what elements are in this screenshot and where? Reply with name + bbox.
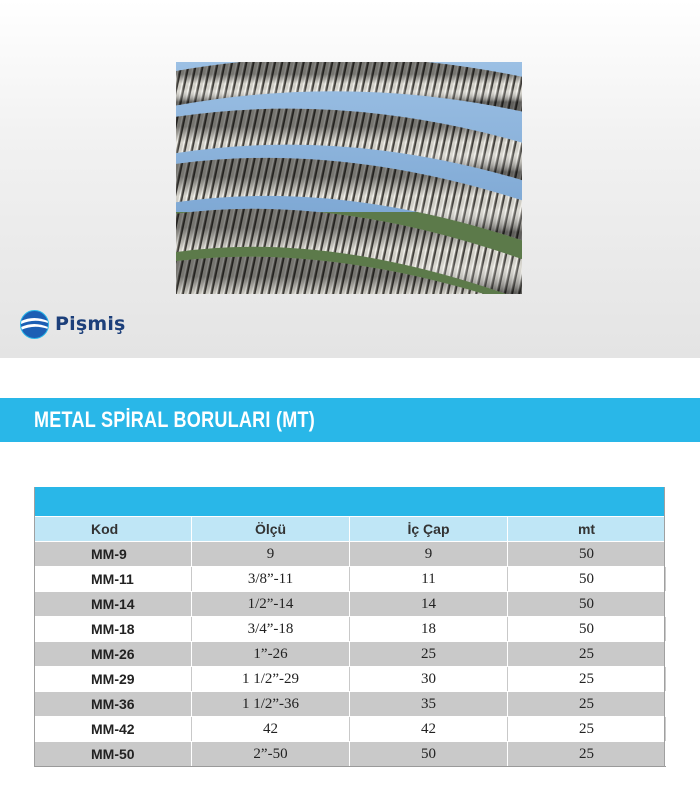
section-title: METAL SPİRAL BORULARI (MT) xyxy=(34,407,315,432)
table-row xyxy=(35,642,666,667)
cell-mt: 50 xyxy=(508,567,666,592)
cell-kod: MM-42 xyxy=(35,717,192,742)
cell-ic-cap: 9 xyxy=(350,542,508,567)
cell-ic-cap: 25 xyxy=(350,642,508,667)
spec-table xyxy=(34,516,666,767)
cell-kod: MM-9 xyxy=(35,542,192,567)
cell-olcu: 3/8”-11 xyxy=(192,567,350,592)
brand-mark-icon xyxy=(20,310,49,339)
cell-mt: 25 xyxy=(508,642,666,667)
cell-ic-cap: 18 xyxy=(350,617,508,642)
cell-olcu: 1/2”-14 xyxy=(192,592,350,617)
product-photo xyxy=(176,62,522,294)
cell-mt: 50 xyxy=(508,542,666,567)
cell-olcu: 1”-26 xyxy=(192,642,350,667)
cell-olcu: 1 1/2”-29 xyxy=(192,667,350,692)
cell-olcu: 42 xyxy=(192,717,350,742)
cell-mt: 25 xyxy=(508,717,666,742)
cell-kod: MM-18 xyxy=(35,617,192,642)
cell-mt: 50 xyxy=(508,592,666,617)
cell-olcu: 1 1/2”-36 xyxy=(192,692,350,717)
cell-olcu: 2”-50 xyxy=(192,742,350,767)
table-row xyxy=(35,717,666,742)
cell-mt: 25 xyxy=(508,667,666,692)
cell-kod: MM-36 xyxy=(35,692,192,717)
cell-kod: MM-29 xyxy=(35,667,192,692)
cell-ic-cap: 30 xyxy=(350,667,508,692)
table-row xyxy=(35,692,666,717)
header-mt: mt xyxy=(508,517,666,542)
cell-kod: MM-11 xyxy=(35,567,192,592)
cell-olcu: 3/4”-18 xyxy=(192,617,350,642)
section-title-bar xyxy=(0,398,700,442)
cell-ic-cap: 11 xyxy=(350,567,508,592)
header-olcu: Ölçü xyxy=(192,517,350,542)
header-ic-cap: İç Çap xyxy=(350,517,508,542)
header-kod: Kod xyxy=(35,517,192,542)
cell-kod: MM-26 xyxy=(35,642,192,667)
brand-name: Pişmiş xyxy=(55,313,126,335)
spec-table-container xyxy=(34,487,665,767)
table-header-band xyxy=(34,487,665,516)
table-row xyxy=(35,542,666,567)
table-header-row xyxy=(35,517,666,542)
cell-ic-cap: 50 xyxy=(350,742,508,767)
cell-mt: 25 xyxy=(508,742,666,767)
spiral-conduit-image xyxy=(176,62,522,294)
brand-logo[interactable] xyxy=(20,309,126,339)
table-row xyxy=(35,592,666,617)
cell-kod: MM-14 xyxy=(35,592,192,617)
table-row xyxy=(35,617,666,642)
cell-ic-cap: 35 xyxy=(350,692,508,717)
table-row xyxy=(35,667,666,692)
cell-ic-cap: 14 xyxy=(350,592,508,617)
cell-ic-cap: 42 xyxy=(350,717,508,742)
cell-mt: 50 xyxy=(508,617,666,642)
cell-kod: MM-50 xyxy=(35,742,192,767)
cell-olcu: 9 xyxy=(192,542,350,567)
table-row xyxy=(35,742,666,767)
cell-mt: 25 xyxy=(508,692,666,717)
hero-section xyxy=(0,0,700,358)
table-row xyxy=(35,567,666,592)
